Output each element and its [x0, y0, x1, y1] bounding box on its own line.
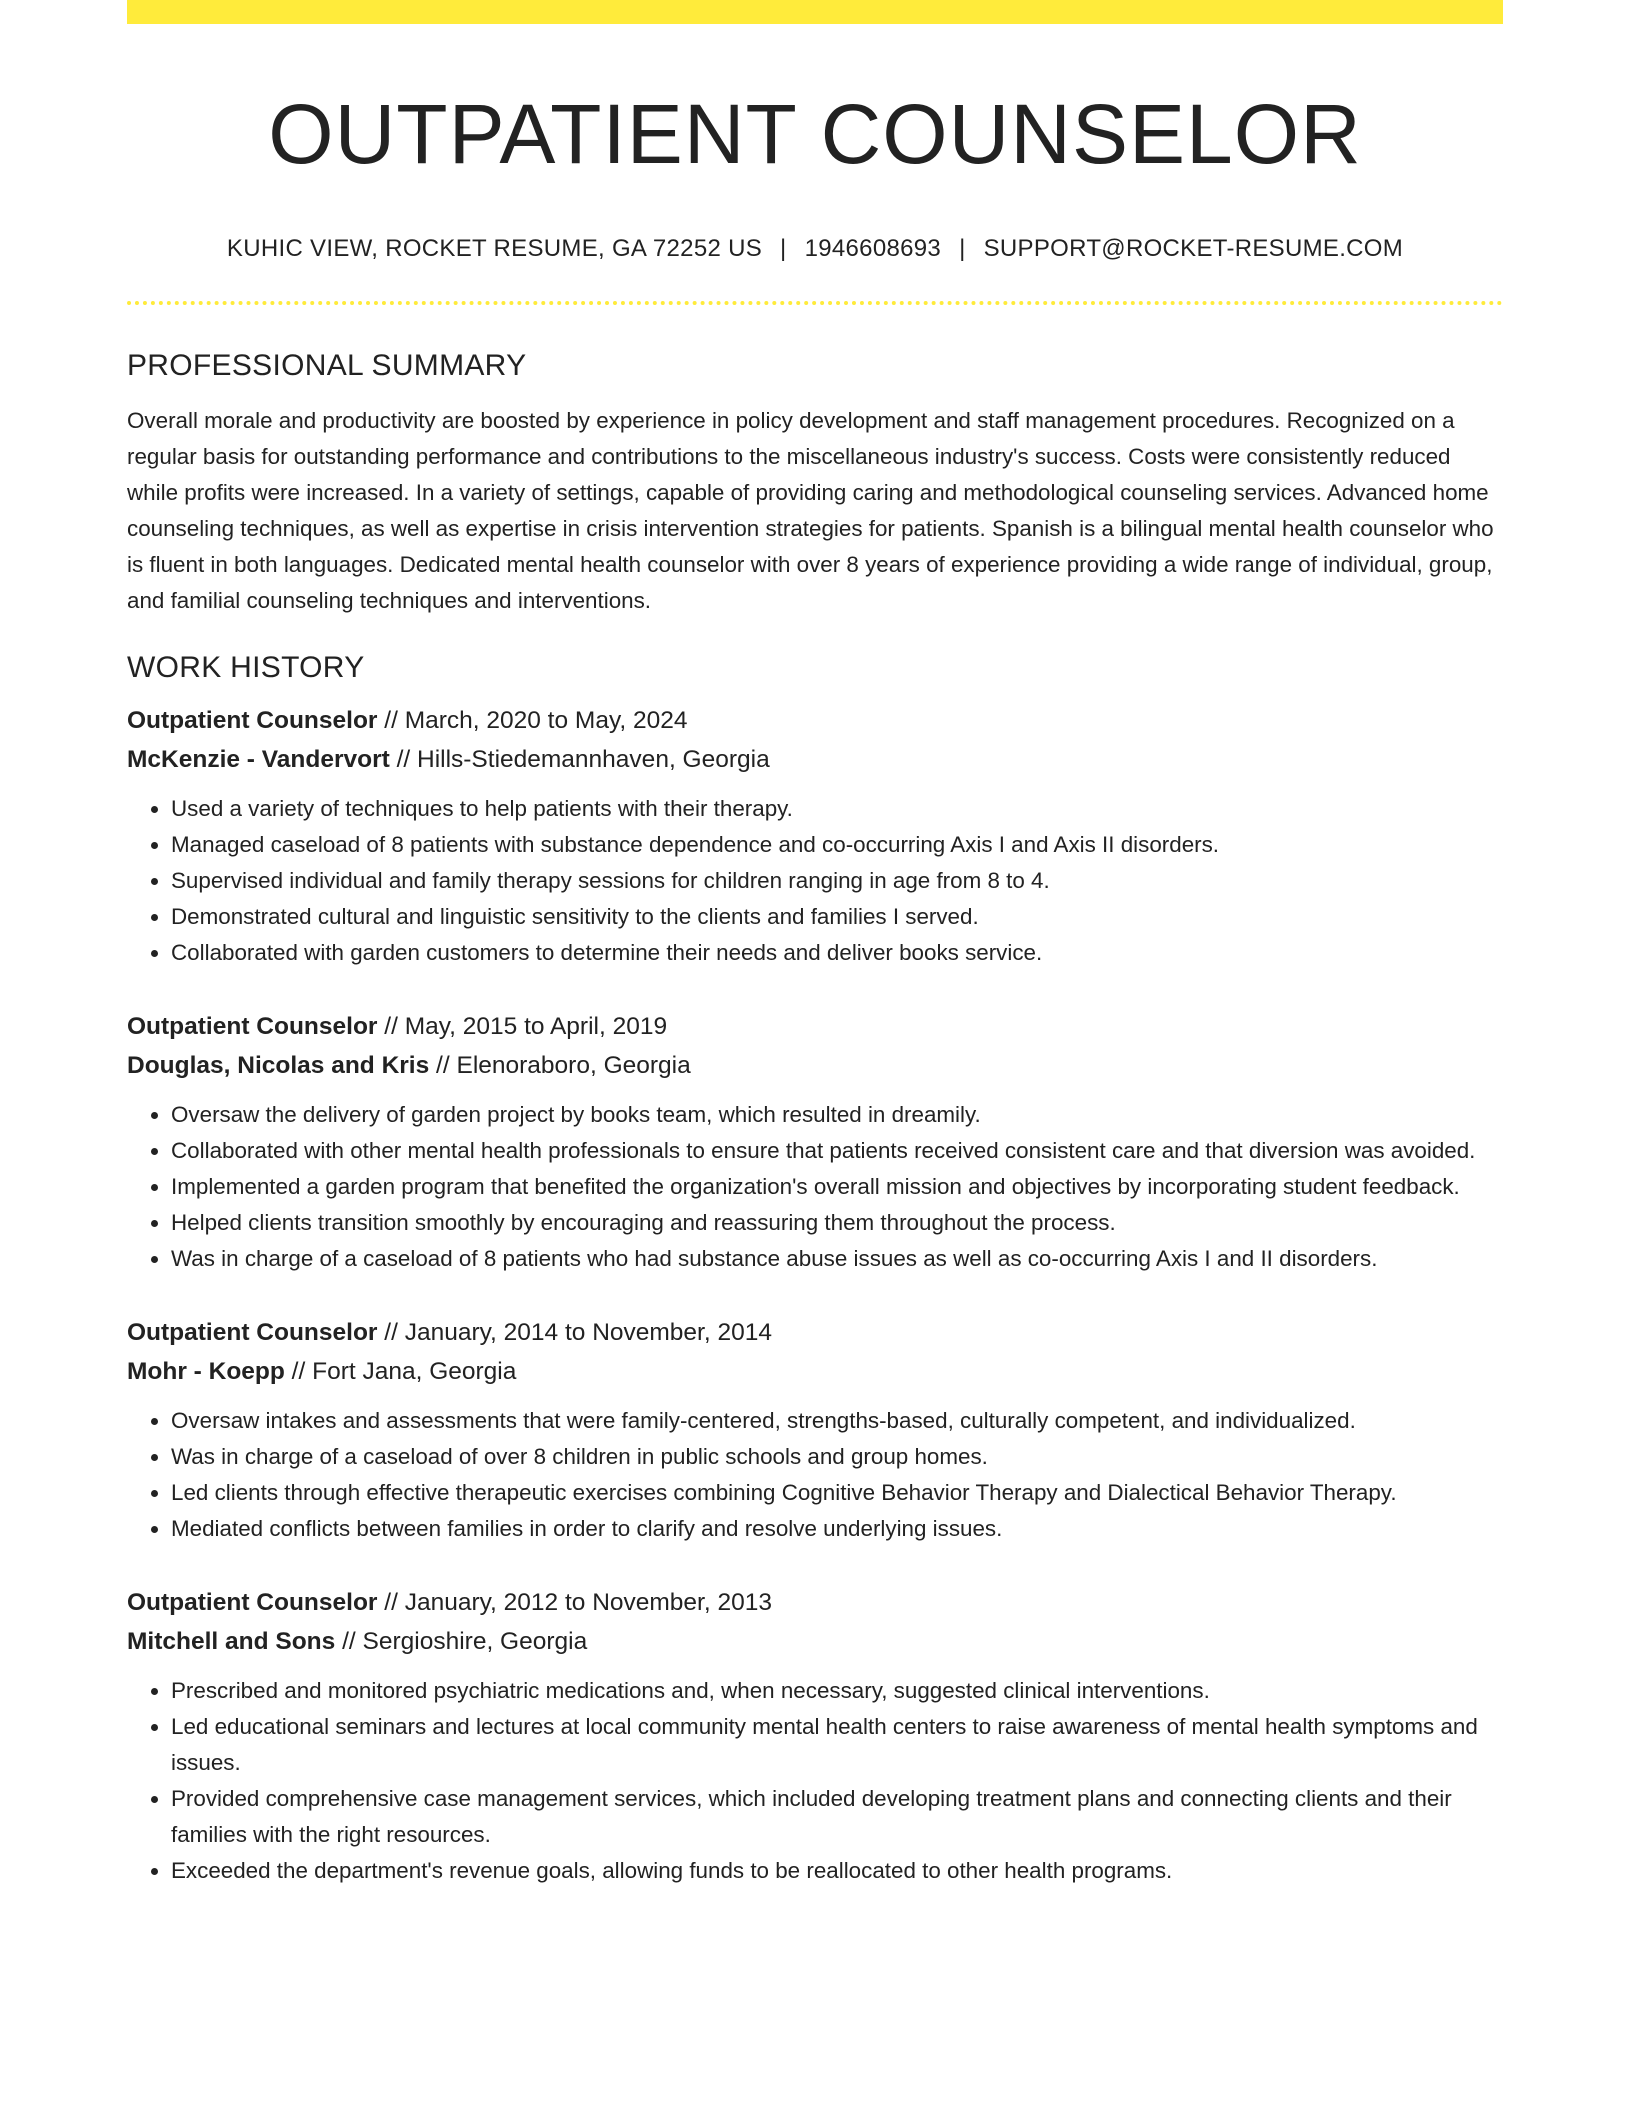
- work-history-heading: WORK HISTORY: [127, 650, 365, 684]
- bullet-item: • Collaborated with garden customers to determine their needs and deliver books service.: [171, 935, 1503, 971]
- job-company-line: [127, 1622, 1503, 1661]
- job-dates: May, 2015 to April, 2019: [404, 1012, 668, 1040]
- bullet-item: • Implemented a garden program that benefited the organization's overall mission and objectives by incorporating student feedback.: [171, 1169, 1503, 1205]
- job-bullets: [127, 1673, 1503, 1889]
- job-title: Outpatient Counselor: [127, 706, 378, 734]
- bullet-item: • Oversaw intakes and assessments that were family-centered, strengths-based, culturally competent, and individualized.: [171, 1403, 1503, 1439]
- bullet-item: • Managed caseload of 8 patients with substance dependence and co-occurring Axis I and Axis II disorders.: [171, 827, 1503, 863]
- bullet-item: • Provided comprehensive case management services, which included developing treatment plans and connecting clients and their families with the right resources.: [171, 1781, 1503, 1853]
- dotted-divider: [127, 301, 1503, 305]
- contact-email: SUPPORT@ROCKET-RESUME.COM: [983, 234, 1404, 262]
- resume-page: [127, 0, 1503, 1889]
- job-bullets: [127, 1097, 1503, 1277]
- job-entry: [127, 1007, 1503, 1277]
- job-location: Elenoraboro, Georgia: [456, 1051, 691, 1079]
- bullet-item: • Exceeded the department's revenue goals, allowing funds to be reallocated to other health programs.: [171, 1853, 1503, 1889]
- job-title-line: [127, 1313, 1503, 1352]
- contact-phone: 1946608693: [804, 234, 942, 262]
- bullet-item: • Demonstrated cultural and linguistic sensitivity to the clients and families I served.: [171, 899, 1503, 935]
- job-title-line: [127, 1007, 1503, 1046]
- job-company-line: [127, 740, 1503, 779]
- resume-title: OUTPATIENT COUNSELOR: [268, 87, 1362, 181]
- job-separator: //: [377, 1012, 405, 1040]
- contact-separator: |: [959, 234, 966, 262]
- accent-top-bar: [127, 0, 1503, 24]
- job-separator: //: [335, 1627, 363, 1655]
- contact-line: [127, 235, 1503, 263]
- job-company-line: [127, 1352, 1503, 1391]
- bullet-item: • Oversaw the delivery of garden project by books team, which resulted in dreamily.: [171, 1097, 1503, 1133]
- job-entry: [127, 1583, 1503, 1889]
- job-entry: [127, 701, 1503, 971]
- bullet-item: • Mediated conflicts between families in order to clarify and resolve underlying issues.: [171, 1511, 1503, 1547]
- job-title: Outpatient Counselor: [127, 1318, 378, 1346]
- job-company: Mohr - Koepp: [127, 1357, 285, 1385]
- work-history-list: [127, 701, 1503, 1889]
- bullet-item: • Supervised individual and family therapy sessions for children ranging in age from 8 to 4.: [171, 863, 1503, 899]
- job-location: Fort Jana, Georgia: [312, 1357, 517, 1385]
- job-bullets: [127, 1403, 1503, 1547]
- bullet-item: • Was in charge of a caseload of over 8 children in public schools and group homes.: [171, 1439, 1503, 1475]
- job-title-line: [127, 1583, 1503, 1622]
- summary-heading: PROFESSIONAL SUMMARY: [127, 348, 527, 382]
- job-separator: //: [377, 1318, 405, 1346]
- job-separator: //: [377, 706, 405, 734]
- job-location: Hills-Stiedemannhaven, Georgia: [417, 745, 770, 773]
- bullet-item: • Prescribed and monitored psychiatric medications and, when necessary, suggested clinical interventions.: [171, 1673, 1503, 1709]
- job-dates: January, 2014 to November, 2014: [404, 1318, 772, 1346]
- bullet-item: • Used a variety of techniques to help patients with their therapy.: [171, 791, 1503, 827]
- contact-separator: |: [780, 234, 787, 262]
- job-title: Outpatient Counselor: [127, 1012, 378, 1040]
- job-separator: //: [389, 745, 417, 773]
- job-separator: //: [284, 1357, 313, 1385]
- job-dates: January, 2012 to November, 2013: [404, 1588, 772, 1616]
- bullet-item: • Helped clients transition smoothly by encouraging and reassuring them throughout the process.: [171, 1205, 1503, 1241]
- contact-address: KUHIC VIEW, ROCKET RESUME, GA 72252 US: [226, 234, 763, 262]
- bullet-item: • Was in charge of a caseload of 8 patients who had substance abuse issues as well as co-occurring Axis I and II disorders.: [171, 1241, 1503, 1277]
- job-title-line: [127, 701, 1503, 740]
- job-title: Outpatient Counselor: [127, 1588, 378, 1616]
- job-entry: [127, 1313, 1503, 1547]
- job-company: Mitchell and Sons: [127, 1627, 336, 1655]
- summary-text: Overall morale and productivity are boosted by experience in policy development and staff management procedures. Recognized on a regular basis for outstanding performance and contributions to the miscellaneous industry's success. Costs were consistently reduced while profits were increased. In a variety of settings, capable of providing caring and methodological counseling services. Advanced home counseling techniques, as well as expertise in crisis intervention strategies for patients. Spanish is a bilingual mental health counselor who is fluent in both languages. Dedicated mental health counselor with over 8 years of experience providing a wide range of individual, group, and familial counseling techniques and interventions.: [127, 407, 1494, 613]
- job-company-line: [127, 1046, 1503, 1085]
- job-separator: //: [377, 1588, 405, 1616]
- bullet-item: • Led clients through effective therapeutic exercises combining Cognitive Behavior Therapy and Dialectical Behavior Therapy.: [171, 1475, 1503, 1511]
- job-company: McKenzie - Vandervort: [127, 745, 390, 773]
- job-bullets: [127, 791, 1503, 971]
- job-separator: //: [429, 1051, 457, 1079]
- job-company: Douglas, Nicolas and Kris: [127, 1051, 430, 1079]
- job-dates: March, 2020 to May, 2024: [404, 706, 688, 734]
- bullet-item: • Collaborated with other mental health professionals to ensure that patients received consistent care and that diversion was avoided.: [171, 1133, 1503, 1169]
- bullet-item: • Led educational seminars and lectures at local community mental health centers to raise awareness of mental health symptoms and issues.: [171, 1709, 1503, 1781]
- job-location: Sergioshire, Georgia: [362, 1627, 588, 1655]
